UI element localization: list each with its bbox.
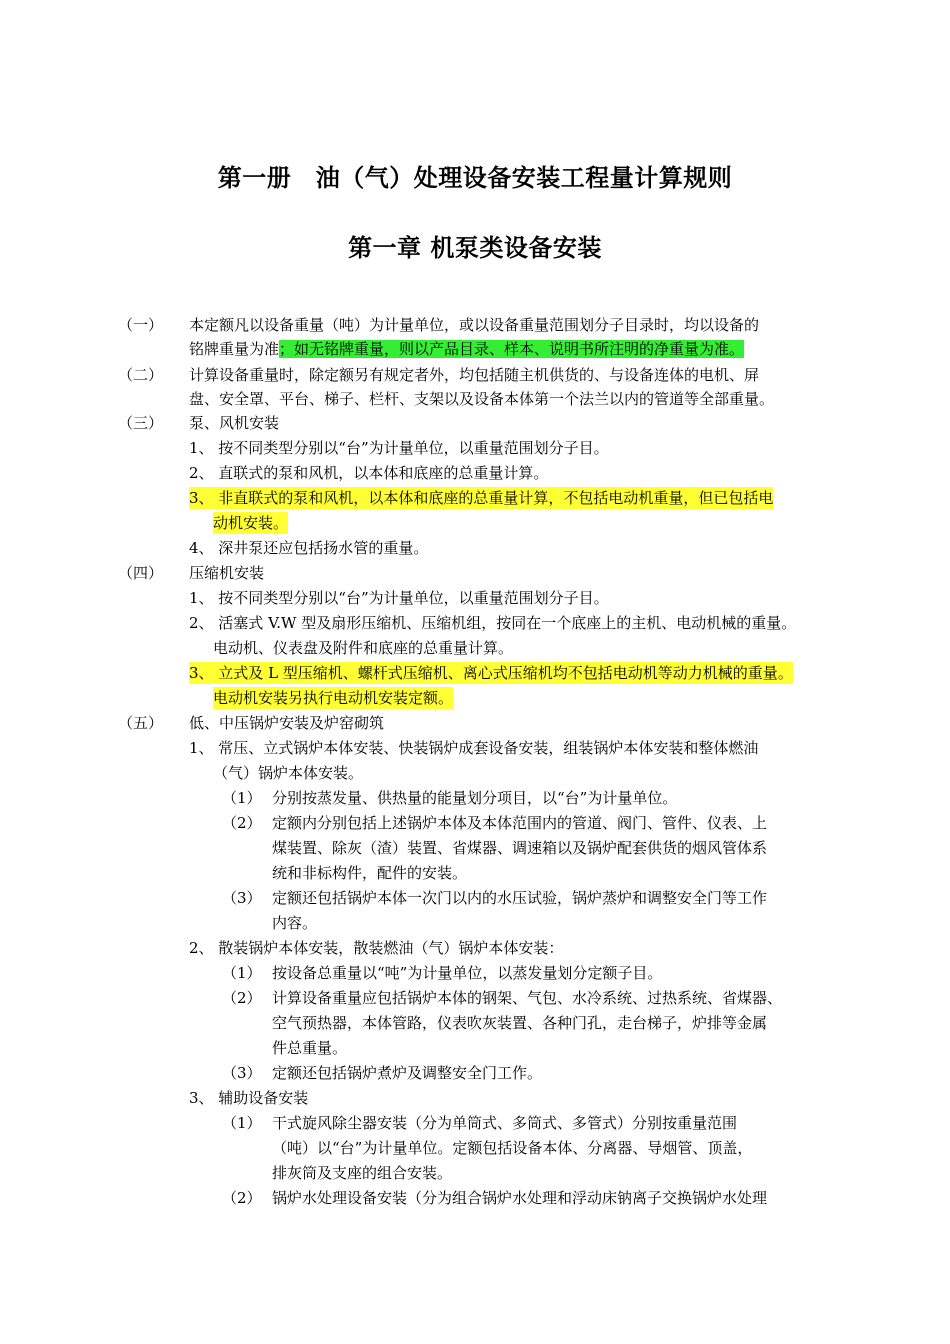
- section-4-item-2-line-1: 2、 活塞式 V.W 型及扇形压缩机、压缩机组，按同在一个底座上的主机、电动机械的重量。: [189, 614, 797, 632]
- section-5-item-1-line-1: 1、 常压、立式锅炉本体安装、快装锅炉成套设备安装，组装锅炉本体安装和整体燃油: [189, 739, 759, 757]
- section-3-item-4: 4、 深井泵还应包括扬水管的重量。: [189, 539, 429, 557]
- subitem-number: （3）: [222, 1064, 262, 1082]
- section-4-heading: 压缩机安装: [189, 564, 265, 582]
- section-4-item-3-line-1: 3、 立式及 L 型压缩机、螺杆式压缩机、离心式压缩机均不包括电动机等动力机械的重量。: [189, 664, 793, 682]
- subitem-text: 干式旋风除尘器安装（分为单筒式、多筒式、多管式）分别按重量范围: [272, 1114, 738, 1132]
- subitem-text: 内容。: [272, 914, 318, 932]
- subitem-text: 统和非标构件，配件的安装。: [272, 864, 468, 882]
- subitem-text: 锅炉水处理设备安装（分为组合锅炉水处理和浮动床钠离子交换锅炉水处理: [272, 1189, 768, 1207]
- section-4-number: （四）: [118, 564, 164, 582]
- section-1-line-2: [189, 338, 744, 360]
- chapter-title: 第一章 机泵类设备安装: [348, 234, 602, 262]
- subitem-text: （吨）以“台”为计量单位。定额包括设备本体、分离器、导烟管、顶盖，: [272, 1139, 753, 1157]
- green-highlight: ；如无铭牌重量，则以产品目录、样本、说明书所注明的净重量为准。: [279, 340, 745, 358]
- subitem-text: 煤装置、除灰（渣）装置、省煤器、调速箱以及锅炉配套供货的烟风管体系: [272, 839, 768, 857]
- section-1-line-1: 本定额凡以设备重量（吨）为计量单位，或以设备重量范围划分子目录时，均以设备的: [189, 316, 760, 334]
- subitem-text: 定额内分别包括上述锅炉本体及本体范围内的管道、阀门、管件、仪表、上: [272, 814, 768, 832]
- section-2-number: （二）: [118, 366, 164, 384]
- section-3-number: （三）: [118, 414, 164, 432]
- subitem-text: 空气预热器，本体管路，仪表吹灰装置、各种门孔，走台梯子，炉排等金属: [272, 1014, 768, 1032]
- volume-title: 第一册 油（气）处理设备安装工程量计算规则: [217, 164, 733, 192]
- subitem-text: 排灰筒及支座的组合安装。: [272, 1164, 453, 1182]
- subitem-number: （3）: [222, 889, 262, 907]
- section-4-item-3-line-2: 电动机安装另执行电动机安装定额。: [213, 689, 454, 707]
- subitem-number: （1）: [222, 1114, 262, 1132]
- subitem-number: （1）: [222, 789, 262, 807]
- section-5-item-2: 2、 散装锅炉本体安装，散装燃油（气）锅炉本体安装：: [189, 939, 564, 957]
- section-5-item-1-line-2: （气）锅炉本体安装。: [213, 764, 364, 782]
- section-3-item-3-line-2: 动机安装。: [213, 514, 289, 532]
- section-1-number: （一）: [118, 316, 164, 334]
- subitem-number: （1）: [222, 964, 262, 982]
- section-3-item-2: 2、 直联式的泵和风机，以本体和底座的总重量计算。: [189, 464, 549, 482]
- subitem-text: 定额还包括锅炉本体一次门以内的水压试验，锅炉蒸炉和调整安全门等工作: [272, 889, 768, 907]
- subitem-text: 计算设备重量应包括锅炉本体的钢架、气包、水冷系统、过热系统、省煤器、: [272, 989, 783, 1007]
- subitem-text: 定额还包括锅炉煮炉及调整安全门工作。: [272, 1064, 543, 1082]
- subitem-number: （2）: [222, 814, 262, 832]
- subitem-text: 件总重量。: [272, 1039, 348, 1057]
- section-5-number: （五）: [118, 714, 164, 732]
- section-2-line-1: 计算设备重量时，除定额另有规定者外，均包括随主机供货的、与设备连体的电机、屏: [189, 366, 760, 384]
- section-5-heading: 低、中压锅炉安装及炉窑砌筑: [189, 714, 385, 732]
- section-4-item-1: 1、 按不同类型分别以“台”为计量单位，以重量范围划分子目。: [189, 589, 609, 607]
- section-3-item-3-line-1: 3、 非直联式的泵和风机，以本体和底座的总重量计算，不包括电动机重量，但已包括电: [189, 489, 774, 507]
- section-3-item-1: 1、 按不同类型分别以“台”为计量单位，以重量范围划分子目。: [189, 439, 609, 457]
- section-4-item-2-line-2: 电动机、仪表盘及附件和底座的总重量计算。: [213, 639, 514, 657]
- subitem-text: 按设备总重量以“吨”为计量单位，以蒸发量划分定额子目。: [272, 964, 663, 982]
- subitem-number: （2）: [222, 1189, 262, 1207]
- section-5-item-3: 3、 辅助设备安装: [189, 1089, 309, 1107]
- section-2-line-2: 盘、安全罩、平台、梯子、栏杆、支架以及设备本体第一个法兰以内的管道等全部重量。: [189, 390, 775, 408]
- subitem-number: （2）: [222, 989, 262, 1007]
- section-1-line-2a: 铭牌重量为准: [189, 340, 280, 358]
- subitem-text: 分别按蒸发量、供热量的能量划分项目，以“台”为计量单位。: [272, 789, 678, 807]
- section-3-heading: 泵、风机安装: [189, 414, 280, 432]
